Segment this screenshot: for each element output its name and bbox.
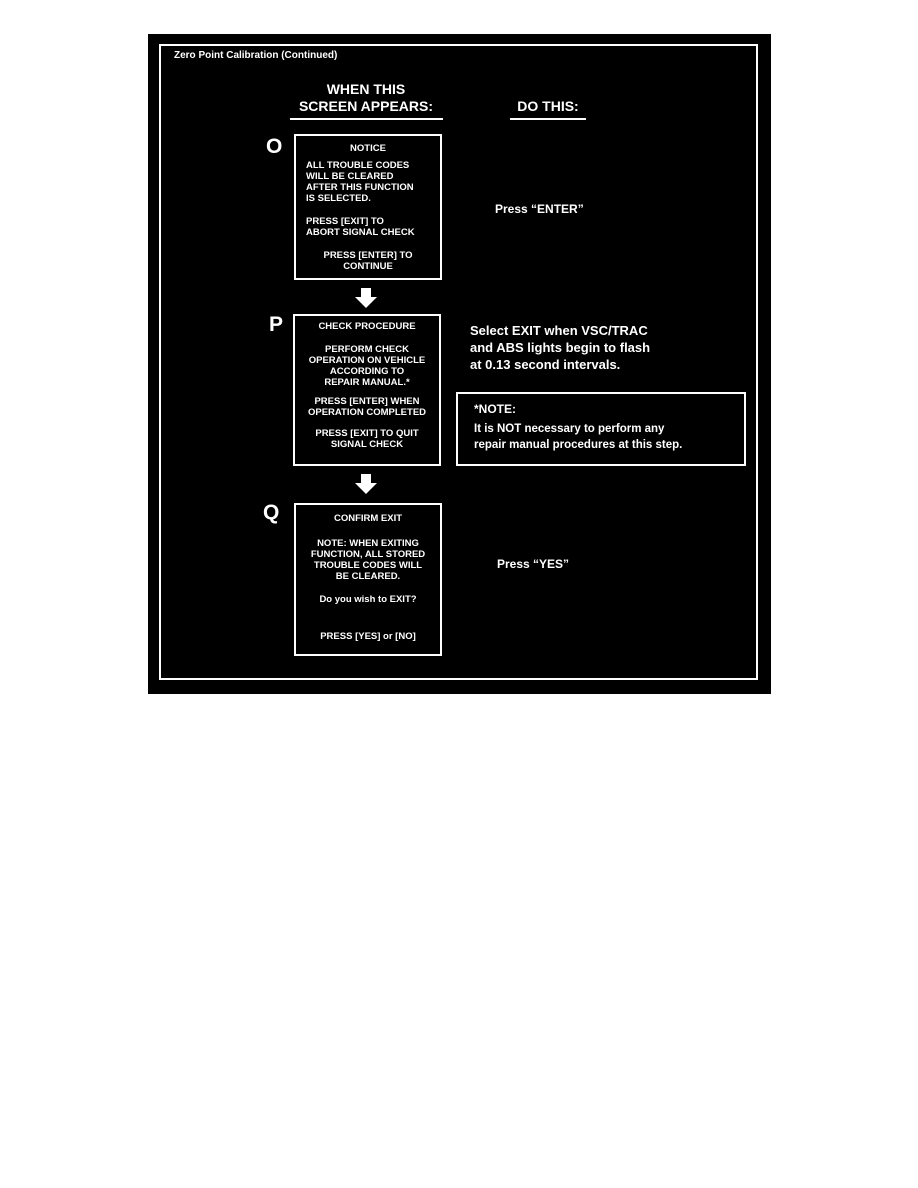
screen-confirm-exit-body1: NOTE: WHEN EXITING FUNCTION, ALL STORED TROUBLE CODES WILL BE CLEARED. [310, 538, 426, 582]
diagram-frame [159, 44, 758, 680]
screen-notice-header: NOTICE [350, 143, 386, 154]
heading-do-this: DO THIS: [517, 98, 579, 114]
screen-notice-body2: PRESS [EXIT] TO ABORT SIGNAL CHECK [306, 216, 415, 238]
screen-check-procedure-body1: PERFORM CHECK OPERATION ON VEHICLE ACCORDING TO REPAIR MANUAL.* [308, 344, 426, 388]
down-arrow-icon [355, 288, 377, 308]
screen-check-procedure-body2: PRESS [ENTER] WHEN OPERATION COMPLETED [307, 396, 427, 418]
screen-confirm-exit-body2: Do you wish to EXIT? [319, 594, 417, 605]
screen-check-procedure [293, 314, 441, 466]
action-press-enter: Press “ENTER” [495, 202, 584, 216]
action-press-yes: Press “YES” [497, 557, 570, 571]
down-arrow-icon [355, 474, 377, 494]
screen-confirm-exit-header: CONFIRM EXIT [333, 513, 403, 524]
screen-confirm-exit [294, 503, 442, 656]
diagram-title: Zero Point Calibration (Continued) [174, 50, 338, 61]
note-box [456, 392, 746, 466]
diagram-panel [148, 34, 771, 694]
screen-notice-body3: PRESS [ENTER] TO CONTINUE [323, 250, 413, 272]
heading-do-underline [510, 118, 586, 120]
action-select-exit: Select EXIT when VSC/TRAC and ABS lights begin to flash at 0.13 second intervals. [470, 323, 651, 372]
step-letter-o: O [266, 135, 283, 158]
screen-notice [294, 134, 442, 280]
screen-check-procedure-header: CHECK PROCEDURE [318, 321, 416, 332]
screen-confirm-exit-body3: PRESS [YES] or [NO] [320, 631, 416, 642]
screen-notice-body1: ALL TROUBLE CODES WILL BE CLEARED AFTER THIS FUNCTION IS SELECTED. [306, 160, 414, 204]
step-letter-q: Q [263, 501, 280, 524]
heading-when-screen-appears: WHEN THIS SCREEN APPEARS: [298, 81, 434, 114]
screen-check-procedure-body3: PRESS [EXIT] TO QUIT SIGNAL CHECK [315, 428, 419, 450]
note-title: *NOTE: [474, 402, 516, 416]
note-text: It is NOT necessary to perform any repair manual procedures at this step. [474, 423, 683, 451]
step-letter-p: P [269, 313, 284, 336]
heading-when-underline [290, 118, 443, 120]
